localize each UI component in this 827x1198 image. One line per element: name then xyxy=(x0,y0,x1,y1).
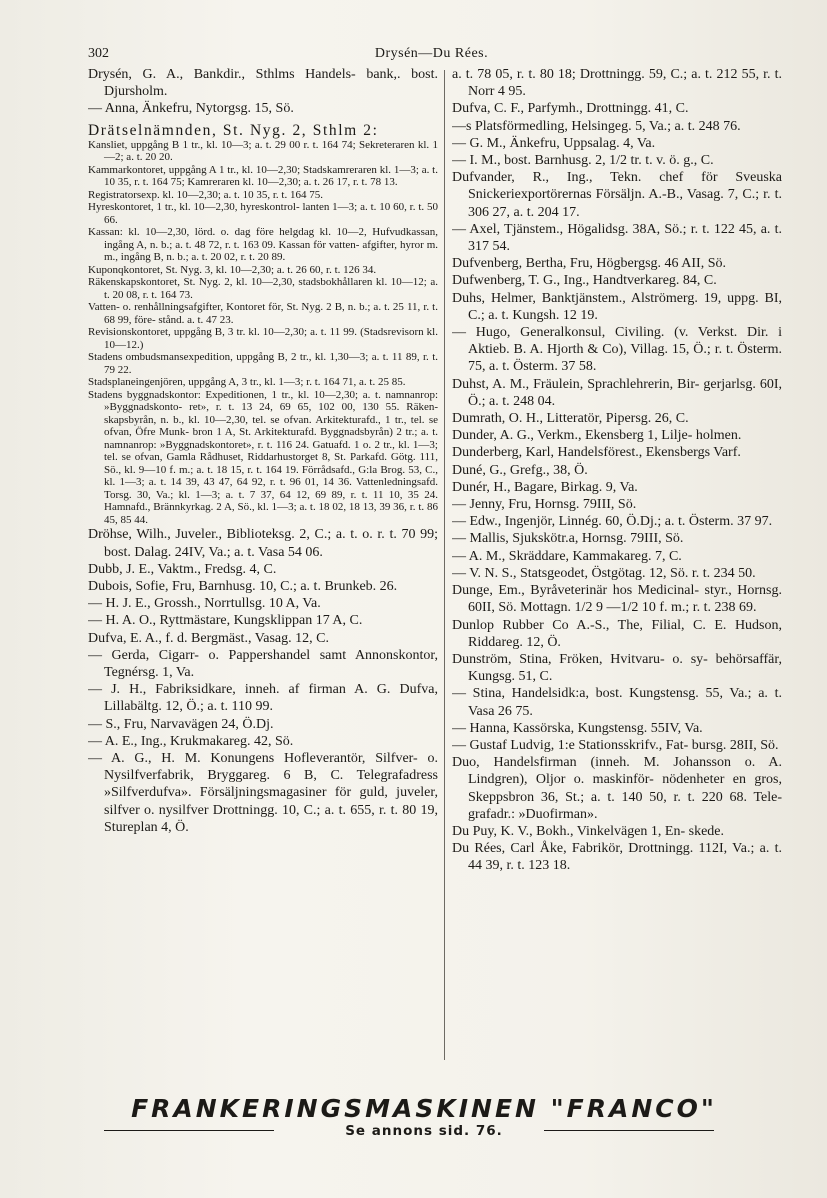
directory-entry: Du Puy, K. V., Bokh., Vinkelvägen 1, En- skede. xyxy=(452,823,725,839)
sub-entry: Stadens ombudsmansexpedition, uppgång B, 2 tr., kl. 1,30—3; a. t. 11 89, r. t. 79 22. xyxy=(88,351,438,376)
sub-entry: Hyreskontoret, 1 tr., kl. 10—2,30, hyreskontrol- lanten 1—3; a. t. 10 60, r. t. 50 66. xyxy=(88,201,438,226)
directory-entry: — Edw., Ingenjör, Linnég. 60, Ö.Dj.; a. t. Österm. 37 97. xyxy=(452,514,773,530)
page-number: 302 xyxy=(88,46,109,61)
page-header xyxy=(88,44,775,66)
directory-entry: — Gerda, Cigarr- o. Pappershandel samt Annonskontor, Tegnérsg. 1, Va. xyxy=(88,647,438,680)
banner-rule-right xyxy=(544,1130,714,1131)
directory-entry: Dunström, Stina, Fröken, Hvitvaru- o. sy- behörsaffär, Kungsg. 51, C. xyxy=(452,651,782,685)
section-heading: Drätselnämnden, St. Nyg. 2, Sthlm 2: xyxy=(88,121,379,139)
directory-entry: Dufwenberg, T. G., Ing., Handtverkareg. 84, C. xyxy=(452,273,717,289)
directory-entry: — Axel, Tjänstem., Högalidsg. 38A, Sö.; r. t. 122 45, a. t. 317 54. xyxy=(452,221,782,255)
directory-entry: — Hanna, Kassörska, Kungstensg. 55IV, Va. xyxy=(452,720,703,736)
banner-title: FRANKERINGSMASKINEN "FRANCO" xyxy=(131,1094,717,1123)
directory-entry: Dröhse, Wilh., Juveler., Biblioteksg. 2, C.; a. t. o. r. t. 70 99; bost. Dalag. 24IV, Va.; a. t. Vasa 54 06. xyxy=(88,527,438,560)
directory-entry: — S., Fru, Narvavägen 24, Ö.Dj. xyxy=(88,716,274,732)
directory-entry: Duhs, Helmer, Banktjänstem., Alströmerg. 19, uppg. BI, C.; a. t. Kungsh. 12 19. xyxy=(452,290,782,323)
directory-entry: — Mallis, Sjukskötr.a, Hornsg. 79III, Sö. xyxy=(452,531,684,547)
banner-subtitle: Se annons sid. 76. xyxy=(345,1123,503,1139)
sub-entry: Räkenskapskontoret, St. Nyg. 2, kl. 10—2,30, stadsbokhållaren kl. 10—12; a. t. 20 08, r. t. 164 73. xyxy=(88,276,438,301)
directory-entry: Duo, Handelsfirman (inneh. M. Johansson o. A. Lindgren), Oljor o. maskinför- nödenheter en gros, Skeppsbron 36, St.; a. t. 140 50, r. t. 220 68. Tele- grafadr.: »Duofirman». xyxy=(452,755,782,822)
advertisement-banner xyxy=(74,1094,774,1144)
directory-entry: — A. E., Ing., Krukmakareg. 42, Sö. xyxy=(88,733,294,749)
directory-entry: — Gustaf Ludvig, 1:e Stationsskrifv., Fat- bursg. 28II, Sö. xyxy=(452,737,779,753)
sub-entry: Kansliet, uppgång B 1 tr., kl. 10—3; a. t. 29 00 r. t. 164 74; Sekreteraren kl. 1—2; a. t. 20 20. xyxy=(88,138,438,164)
directory-entry: Dufvenberg, Bertha, Fru, Högbergsg. 46 AII, Sö. xyxy=(452,256,727,272)
directory-entry: Dunderberg, Karl, Handelsförest., Ekensbergs Varf. xyxy=(452,445,741,461)
directory-entry: Dufva, E. A., f. d. Bergmäst., Vasag. 12, C. xyxy=(88,630,329,646)
directory-entry: — Jenny, Fru, Hornsg. 79III, Sö. xyxy=(452,497,637,513)
directory-entry: Duné, G., Grefg., 38, Ö. xyxy=(452,462,588,478)
directory-entry: — Hugo, Generalkonsul, Civiling. (v. Verkst. Dir. i Aktieb. B. A. Hjorth & Co), Villag. 15, Ö.; r. t. Österm. 75, a. t. Österm. 37 58. xyxy=(452,325,782,375)
sub-entry: Stadens byggnadskontor: Expeditionen, 1 tr., kl. 10—2,30; a. t. namnanrop: »Byggnadskonto- ret», r. t. 13 24, 69 65, 102 00, 130 55. Räken- skapsbyrån, n. b., kl. 10—2,30, tel. se ofvan. Arkitekturafd., 1 tr., tel. se ofvan, Öfre Munk- bron 1 A, St. Arkitekturafd. Byggnadsbyrån) 2 tr.; a. t. namnanrop: »Byggnadskontoret», r. t. 116 24. Gatuafd. 1 o. 2 tr., kl. 1—3; tel. se ofvan, Gamla Rådhuset, Riddarhustorget 8, St. Parkafd. Götg. 111, Sö., kl. 9—10 f. m.; a. t. 18 15, r. t. 164 19. Förrådsafd., G:la Brog. 53, C., kl. 1—3; a. t. 14 39, 43 47, 64 92, r. t. 96 01, 14 36. Vattenledningsafd. Torsg. 30, Va.; kl. 1—3; a. t. 7 37, 64 12, 69 89, r. t. 11 10, 35 24. Hamnafd., Brännkyrkag. 2 A, Sö., kl. 1—3; a. t. 18 02, 18 13, 39 36, r. t. 86 45, 85 44. xyxy=(88,388,438,526)
sub-entry: Stadsplaneingenjören, uppgång A, 3 tr., kl. 1—3; r. t. 164 71, a. t. 25 85. xyxy=(88,376,406,389)
sub-entry: Registratorsexp. kl. 10—2,30; a. t. 10 35, r. t. 164 75. xyxy=(88,188,323,201)
sub-entry: Kuponqkontoret, St. Nyg. 3, kl. 10—2,30; a. t. 26 60, r. t. 126 34. xyxy=(88,263,377,276)
directory-entry: Dunlop Rubber Co A.-S., The, Filial, C. E. Hudson, Riddareg. 12, Ö. xyxy=(452,617,782,650)
sub-entry: Vatten- o. renhållningsafgifter, Kontoret för, St. Nyg. 2 B, n. b.; a. t. 25 11, r. t. 68 99, före- stånd. a. t. 47 23. xyxy=(88,301,438,326)
directory-entry: Dubois, Sofie, Fru, Barnhusg. 10, C.; a. t. Brunkeb. 26. xyxy=(88,578,398,594)
directory-entry: Duhst, A. M., Fräulein, Sprachlehrerin, Bir- gerjarlsg. 60I, Ö.; a. t. 248 04. xyxy=(452,376,782,409)
directory-entry: Dunge, Em., Byråveterinär hos Medicinal- styr., Hornsg. 60II, Sö. Mottagn. 1/2 9 —1/2 10 f. m.; r. t. 238 69. xyxy=(452,583,782,616)
directory-entry: — Anna, Änkefru, Nytorgsg. 15, Sö. xyxy=(88,101,294,117)
right-column xyxy=(452,66,782,1076)
directory-entry: — G. M., Änkefru, Uppsalag. 4, Va. xyxy=(452,135,656,151)
directory-entry: Dumrath, O. H., Litteratör, Pipersg. 26, C. xyxy=(452,411,689,427)
directory-entry: — A. G., H. M. Konungens Hofleverantör, Silfver- o. Nysilfverfabrik, Bryggareg. 6 B, C. Telegrafadress »Silfverdufva». Försäljningsmagasiner för guld, juveler, silfver o. nysilfver Drottningg. 10, C.; a. t. 655, r. t. 80 19, Stureplan 4, Ö. xyxy=(88,750,438,835)
directory-entry: — H. A. O., Ryttmästare, Kungsklippan 17 A, C. xyxy=(88,613,363,629)
directory-entry: Dufva, C. F., Parfymh., Drottningg. 41, C. xyxy=(452,101,689,117)
running-head: Drysén—Du Rées. xyxy=(374,46,489,61)
column-divider xyxy=(444,70,445,1060)
sub-entry: Kammarkontoret, uppgång A 1 tr., kl. 10—2,30; Stadskamreraren kl. 1—3; a. t. 10 35, r. t. 164 75; Kamreraren kl. 10—2,30; a. t. 26 17, r. t. 78 13. xyxy=(88,163,438,189)
directory-entry: — J. H., Fabriksidkare, inneh. af firman A. G. Dufva, Lillabältg. 12, Ö.; a. t. 110 99. xyxy=(88,682,438,715)
directory-entry: — I. M., bost. Barnhusg. 2, 1/2 tr. t. v. ö. g., C. xyxy=(452,153,714,169)
sub-entry: Kassan: kl. 10—2,30, lörd. o. dag före helgdag kl. 10—2, Hufvudkassan, ingång A, n. b.; a. t. 48 72, r. t. 163 09. Kassan för vatten- afgifter, hyror m. m., ingång B, n. b.; a. t. 20 02, r. t. 20 89. xyxy=(88,226,438,264)
directory-entry: Drysén, G. A., Bankdir., Sthlms Handels- bank,. bost. Djursholm. xyxy=(88,67,438,100)
directory-entry: — H. J. E., Grossh., Norrtullsg. 10 A, Va. xyxy=(88,596,321,612)
directory-entry: — V. N. S., Statsgeodet, Östgötag. 12, Sö. r. t. 234 50. xyxy=(452,565,756,581)
directory-entry: Dubb, J. E., Vaktm., Fredsg. 4, C. xyxy=(88,561,277,577)
directory-entry: Dunér, H., Bagare, Birkag. 9, Va. xyxy=(452,479,638,495)
directory-entry: — Stina, Handelsidk:a, bost. Kungstensg. 55, Va.; a. t. Vasa 26 75. xyxy=(452,686,782,719)
left-column xyxy=(88,66,438,1076)
directory-entry: Dufvander, R., Ing., Tekn. chef för Sveuska Snickeriexportörernas Försäljn. A.-B., Vasag. 7, C.; r. t. 306 27, a. t. 204 17. xyxy=(452,170,782,220)
directory-entry: a. t. 78 05, r. t. 80 18; Drottningg. 59, C.; a. t. 212 55, r. t. Norr 4 95. xyxy=(452,67,782,100)
directory-entry: Dunder, A. G., Verkm., Ekensberg 1, Lilje- holmen. xyxy=(452,428,742,444)
sub-entry: Revisionskontoret, uppgång B, 3 tr. kl. 10—2,30; a. t. 11 99. (Stadsrevisorn kl. 10—12.) xyxy=(88,326,438,351)
directory-entry: — A. M., Skräddare, Kammakareg. 7, C. xyxy=(452,548,682,564)
directory-entry: Du Rées, Carl Åke, Fabrikör, Drottningg. 112I, Va.; a. t. 44 39, r. t. 123 18. xyxy=(452,841,782,874)
directory-entry: —s Platsförmedling, Helsingeg. 5, Va.; a. t. 248 76. xyxy=(452,118,741,134)
